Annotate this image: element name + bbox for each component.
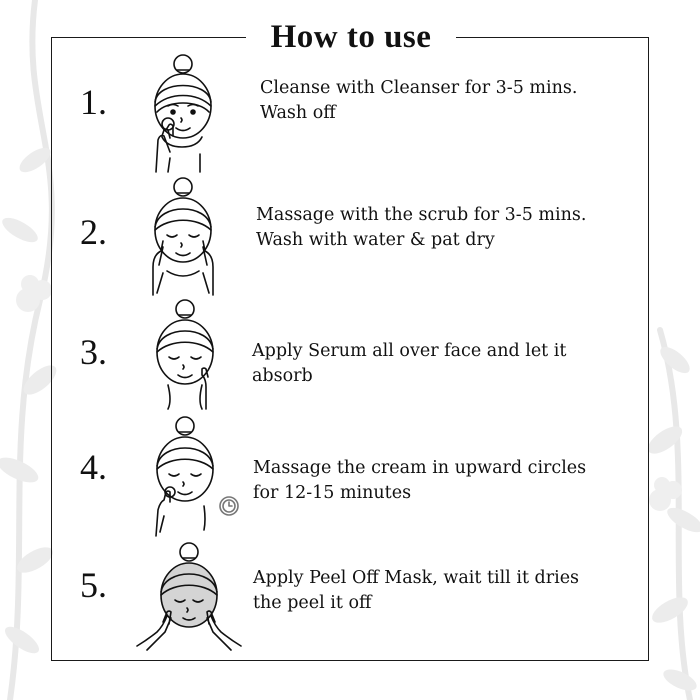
step-text-line-2: Wash with water & pat dry bbox=[256, 230, 495, 250]
face-scrub-icon bbox=[147, 175, 219, 297]
face-mask-icon bbox=[133, 540, 245, 652]
step-text-line-1: Massage with the scrub for 3-5 mins. bbox=[256, 205, 587, 225]
step-text-line-1: Massage the cream in upward circles bbox=[253, 458, 587, 478]
step-number: 5. bbox=[80, 565, 107, 605]
page-title: How to use bbox=[246, 12, 456, 62]
face-cleansing-icon bbox=[148, 52, 218, 174]
step-number: 2. bbox=[80, 212, 107, 252]
step-text-line-1: Cleanse with Cleanser for 3-5 mins. bbox=[260, 78, 578, 98]
step-number: 1. bbox=[80, 82, 107, 122]
step-text-line-2: Wash off bbox=[260, 103, 336, 123]
step-number: 4. bbox=[80, 447, 107, 487]
step-text-line-1: Apply Serum all over face and let it bbox=[252, 341, 567, 361]
face-cream-icon bbox=[150, 414, 242, 538]
step-text-line-1: Apply Peel Off Mask, wait till it dries bbox=[253, 568, 580, 588]
step-text-line-2: for 12-15 minutes bbox=[253, 483, 412, 503]
step-number: 3. bbox=[80, 332, 107, 372]
step-text-line-2: absorb bbox=[252, 366, 313, 386]
face-serum-icon bbox=[150, 297, 220, 413]
step-text-line-2: the peel it off bbox=[253, 593, 372, 613]
